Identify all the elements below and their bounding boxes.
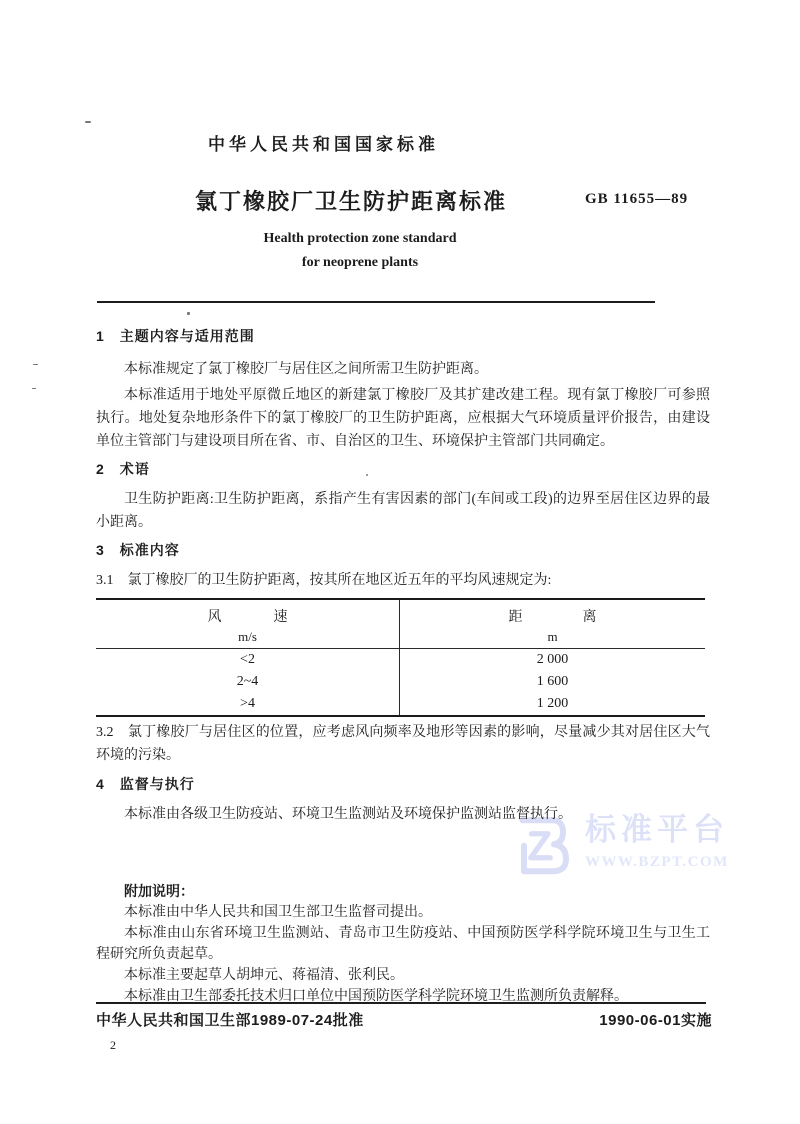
watermark-url: WWW.BZPT.COM (585, 854, 729, 870)
scan-speck (187, 312, 190, 315)
section-3-2-paragraph: 3.2 氯丁橡胶厂与居住区的位置，应考虑风向频率及地形等因素的影响，尽量减少其对居住区大气环境的污染。 (96, 725, 710, 763)
section-1-paragraph-2: 本标准适用于地处平原微丘地区的新建氯丁橡胶厂及其扩建改建工程。现有氯丁橡胶厂可参照执行。地处复杂地形条件下的氯丁橡胶厂的卫生防护距离，应根据大气环境质量评价报告，由建设单位主管部门与建设项目所在省、市、自治区的卫生、环境保护主管部门共同确定。 (96, 388, 710, 449)
notes-line-1: 本标准由中华人民共和国卫生部卫生监督司提出。 (124, 905, 432, 920)
section-1-heading: 1 主题内容与适用范围 (96, 328, 255, 344)
page-number: 2 (110, 1038, 116, 1052)
table-row (96, 693, 705, 715)
watermark-brand: 标准平台 (585, 812, 729, 847)
section-2-paragraph-1: 卫生防护距离:卫生防护距离，系指产生有害因素的部门(车间或工段)的边界至居住区边界的最小距离。 (96, 492, 710, 530)
standard-code: GB 11655—89 (585, 191, 689, 207)
section-4-heading: 4 监督与执行 (96, 776, 195, 792)
notes-heading: 附加说明： (124, 883, 194, 899)
distance-cell: 2 000 (536, 652, 569, 667)
table-row (96, 671, 705, 693)
distance-cell: 1 600 (536, 674, 569, 689)
section-3-1-paragraph: 3.1 氯丁橡胶厂的卫生防护距离，按其所在地区近五年的平均风速规定为: (96, 573, 552, 588)
table-header-wind-speed (96, 600, 400, 648)
scan-speck (33, 364, 38, 365)
scan-speck (32, 388, 36, 389)
notes-line-4: 本标准由卫生部委托技术归口单位中国预防医学科学院环境卫生监测所负责解释。 (124, 989, 628, 1004)
col1-unit: m/s (238, 629, 257, 644)
section-4-paragraph-1: 本标准由各级卫生防疫站、环境卫生监测站及环境保护监测站监督执行。 (124, 807, 572, 822)
speed-cell: <2 (96, 649, 400, 671)
header-divider (97, 301, 655, 303)
document-body (96, 320, 710, 1007)
standard-title-en-line2: for neoprene plants (301, 255, 419, 270)
national-standard-title: 中华人民共和国国家标准 (208, 135, 439, 154)
section-1-paragraph-1: 本标准规定了氯丁橡胶厂与居住区之间所需卫生防护距离。 (124, 362, 488, 377)
notes-line-3: 本标准主要起草人胡坤元、蒋福清、张利民。 (124, 968, 404, 983)
distance-cell: 1 200 (536, 696, 569, 711)
section-3-heading: 3 标准内容 (96, 542, 180, 558)
additional-notes (96, 881, 710, 1007)
col2-unit: m (547, 629, 558, 644)
speed-cell: 2~4 (96, 671, 400, 693)
col2-title: 距离 (508, 610, 657, 625)
col1-title: 风速 (207, 610, 340, 625)
standard-title-cn: 氯丁橡胶厂卫生防护距离标准 (195, 189, 508, 214)
section-2-heading: 2 术语 (96, 461, 150, 477)
speed-cell: >4 (96, 693, 400, 715)
scan-speck (85, 121, 91, 123)
table-header-distance (400, 600, 705, 648)
implementation-text: 1990-06-01实施 (599, 1012, 712, 1029)
approval-text: 中华人民共和国卫生部1989-07-24批准 (96, 1012, 364, 1029)
table-header-row (96, 600, 705, 648)
notes-line-2: 本标准由山东省环境卫生监测站、青岛市卫生防疫站、中国预防医学科学院环境卫生与卫生工程研究所负责起草。 (96, 926, 710, 962)
table-row (96, 649, 705, 671)
standard-title-en-line1: Health protection zone standard (263, 231, 457, 246)
wind-speed-distance-table (96, 598, 705, 717)
